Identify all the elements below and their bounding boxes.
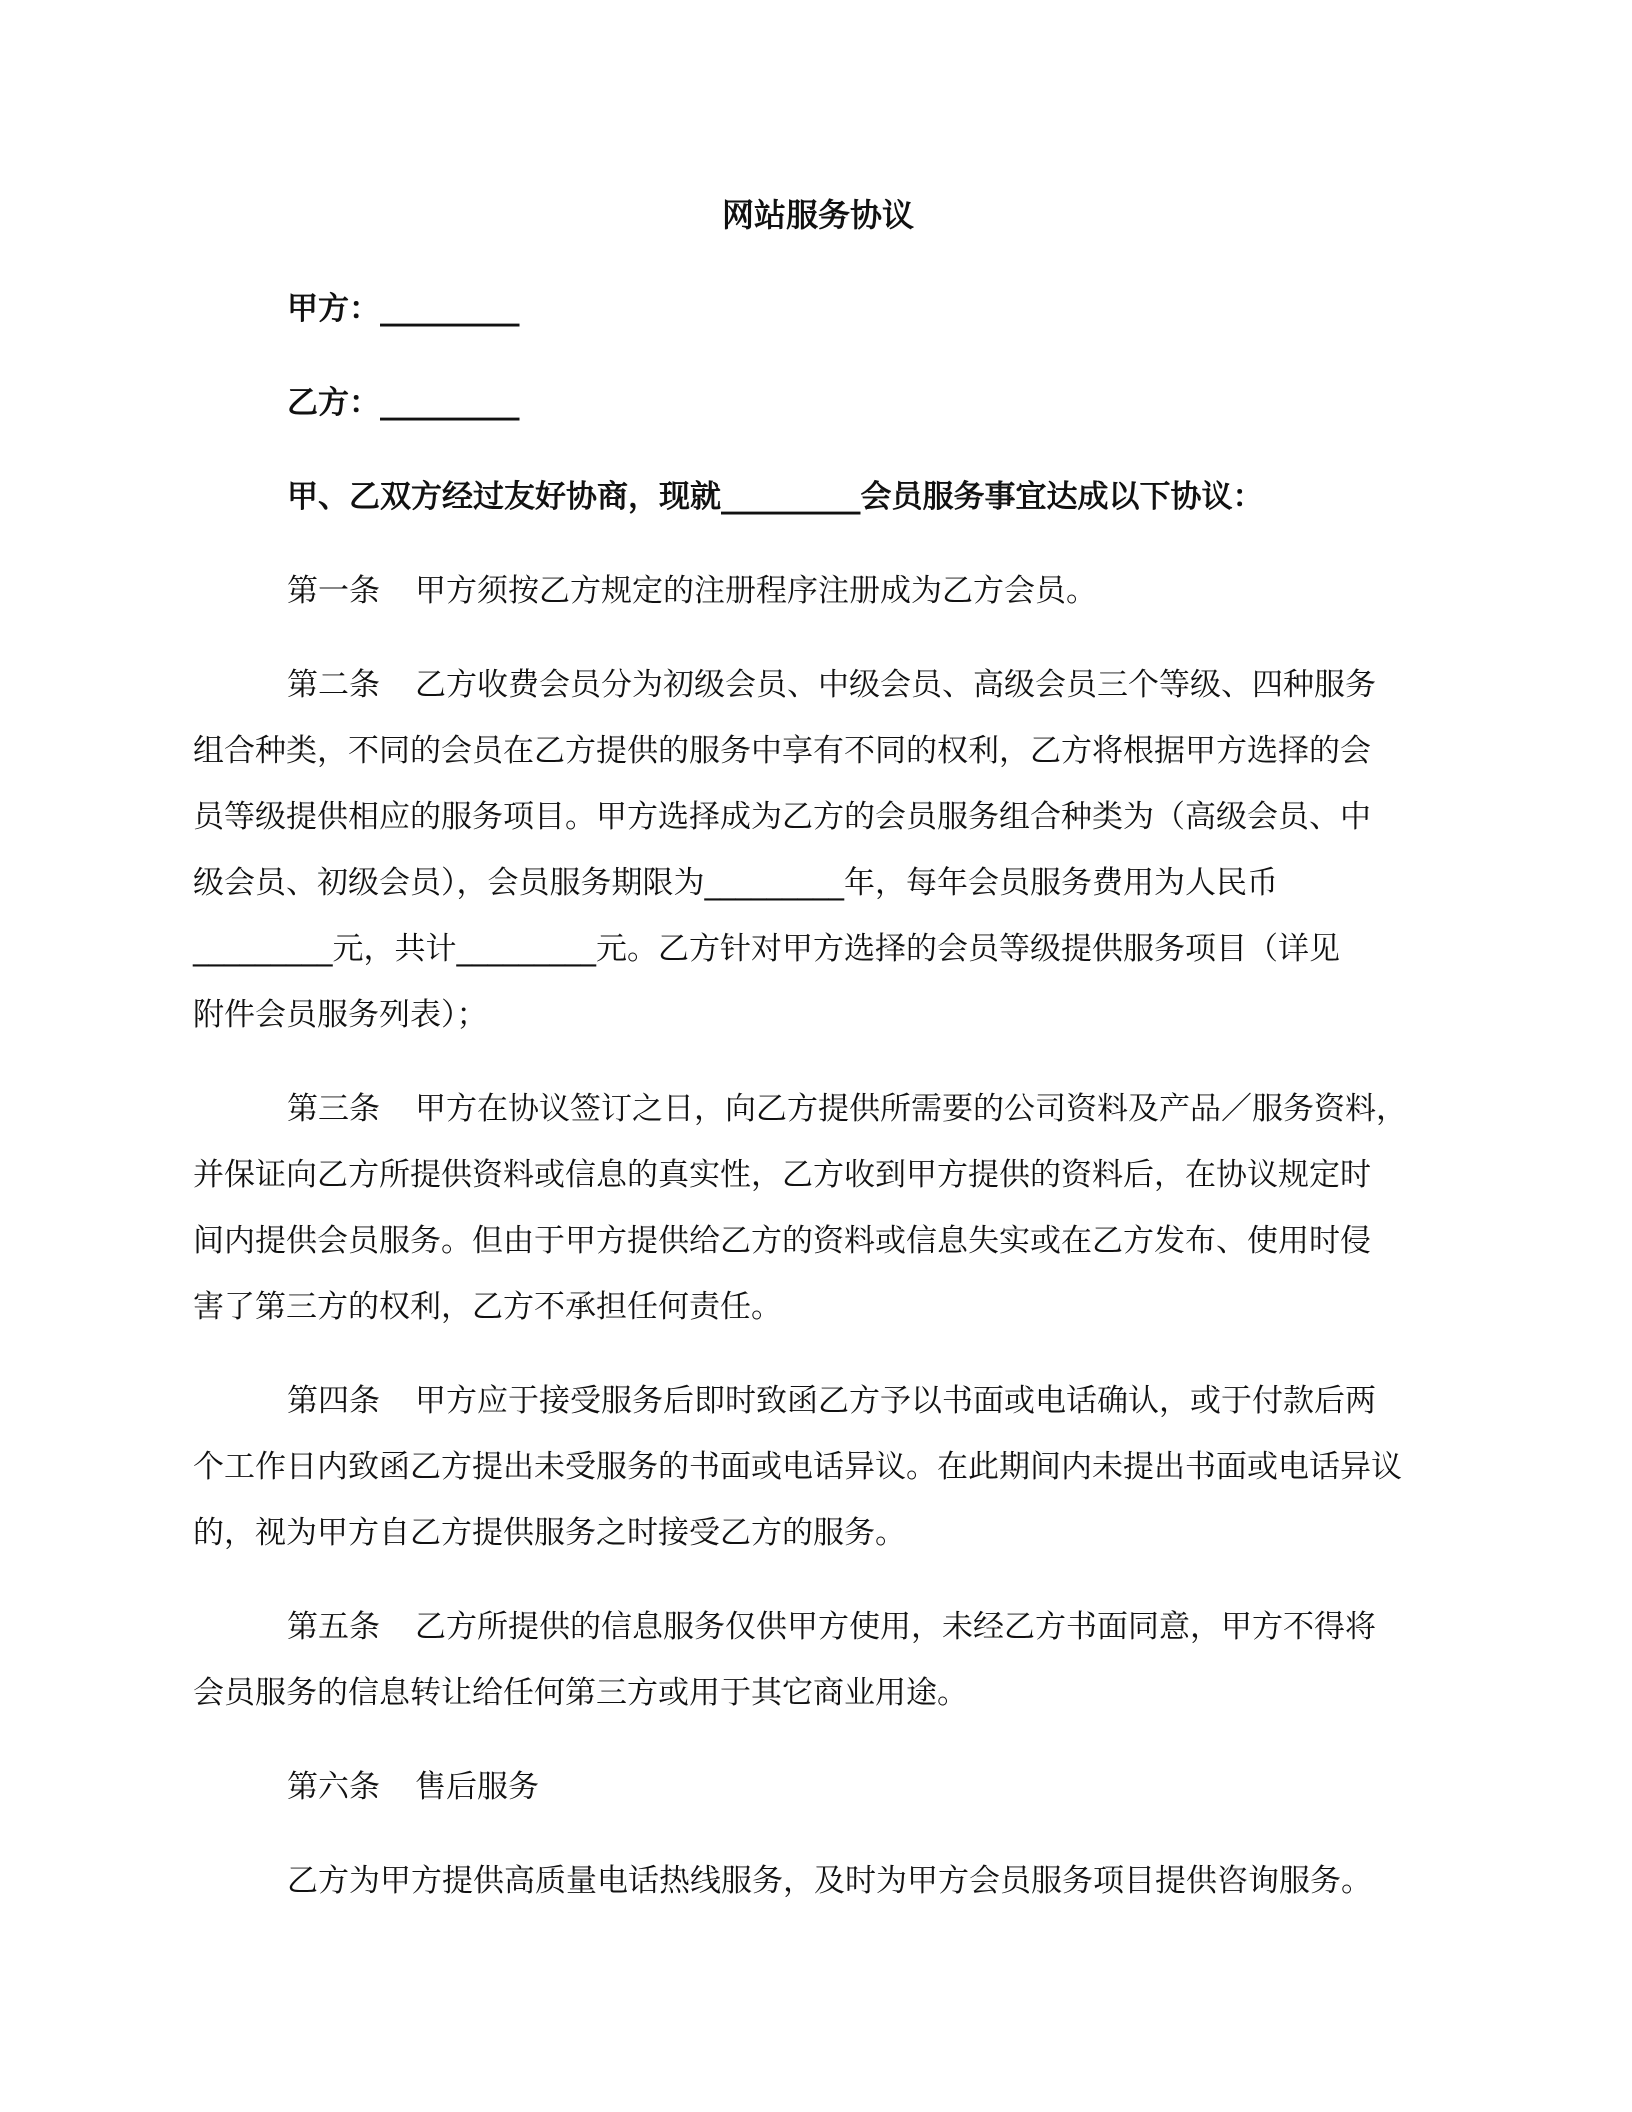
article-6-text: 售后服务 [415,1769,539,1805]
article-5-number: 第五条 [287,1609,380,1645]
article-2-line: 组合种类，不同的会员在乙方提供的服务中享有不同的权利，乙方将根据甲方选择的会 [193,733,1371,769]
article-3 [193,1076,1443,1340]
article-5 [193,1594,1443,1726]
party-a-line: 甲方：_________ [287,291,520,327]
article-2-text: 乙方收费会员分为初级会员、中级会员、高级会员三个等级、四种服务 [415,667,1376,703]
article-5-line: 会员服务的信息转让给任何第三方或用于其它商业用途。 [193,1675,968,1711]
document-title: 网站服务协议 [721,196,914,234]
article-4-line: 个工作日内致函乙方提出未受服务的书面或电话异议。在此期间内未提出书面或电话异议 [193,1449,1402,1485]
article-4-number: 第四条 [287,1383,380,1419]
article-3-number: 第三条 [287,1091,380,1127]
article-2-line [193,652,1443,718]
article-3-line: 间内提供会员服务。但由于甲方提供给乙方的资料或信息失实或在乙方发布、使用时侵 [193,1223,1371,1259]
article-2-number: 第二条 [287,667,380,703]
article-4-text: 甲方应于接受服务后即时致函乙方予以书面或电话确认，或于付款后两 [415,1383,1376,1419]
article-1-number: 第一条 [287,573,380,609]
article-3-line [193,1076,1443,1142]
article-2 [193,652,1443,1048]
article-5-text: 乙方所提供的信息服务仅供甲方使用，未经乙方书面同意，甲方不得将 [415,1609,1376,1645]
article-4-line: 的，视为甲方自乙方提供服务之时接受乙方的服务。 [193,1515,906,1551]
article-4 [193,1368,1443,1566]
article-2-line: 级会员、初级会员），会员服务期限为_________年，每年会员服务费用为人民币 [193,865,1278,901]
article-3-text: 甲方在协议签订之日，向乙方提供所需要的公司资料及产品／服务资料， [415,1091,1407,1127]
article-6-number: 第六条 [287,1769,380,1805]
article-5-line [193,1594,1443,1660]
intro-line: 甲、乙双方经过友好协商，现就_________会员服务事宜达成以下协议： [287,479,1264,515]
article-4-line [193,1368,1443,1434]
article-1 [193,558,1443,624]
article-2-line: 附件会员服务列表）； [193,997,488,1033]
after-sales-line: 乙方为甲方提供高质量电话热线服务，及时为甲方会员服务项目提供咨询服务。 [287,1863,1372,1899]
article-1-text: 甲方须按乙方规定的注册程序注册成为乙方会员。 [415,573,1097,609]
article-6 [193,1754,1443,1820]
article-3-line: 并保证向乙方所提供资料或信息的真实性，乙方收到甲方提供的资料后，在协议规定时 [193,1157,1371,1193]
article-2-line: _________元，共计_________元。乙方针对甲方选择的会员等级提供服务项目（详见 [193,931,1340,967]
article-2-line: 员等级提供相应的服务项目。甲方选择成为乙方的会员服务组合种类为（高级会员、中 [193,799,1371,835]
party-b-line: 乙方：_________ [287,385,520,421]
document-page [193,190,1443,1914]
article-3-line: 害了第三方的权利，乙方不承担任何责任。 [193,1289,782,1325]
